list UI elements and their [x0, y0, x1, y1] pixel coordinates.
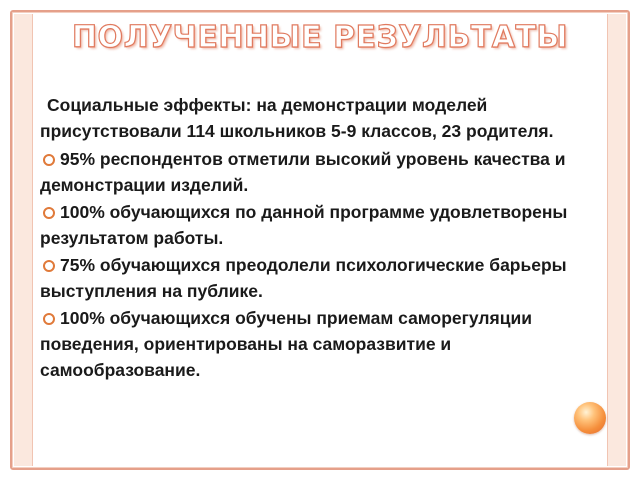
list-item-text: 75% обучающихся преодолели психологические барьеры выступления на публике. [40, 255, 567, 301]
list-item [40, 305, 580, 383]
list-item [40, 252, 580, 304]
bullet-circle-icon [43, 154, 55, 166]
bullet-circle-icon [43, 313, 55, 325]
slide-title: ПОЛУЧЕННЫЕ РЕЗУЛЬТАТЫ [71, 20, 569, 55]
bullet-circle-icon [43, 207, 55, 219]
list-item-text: 95% респондентов отметили высокий уровень качества и демонстрации изделий. [40, 149, 566, 195]
intro-paragraph: Социальные эффекты: на демонстрации моделей присутствовали 114 школьников 5-9 классов, 23 родителя. [40, 95, 554, 141]
list-item [40, 146, 580, 198]
decorative-orb-icon [574, 402, 606, 434]
left-decorative-band [14, 14, 33, 466]
list-item [40, 199, 580, 251]
bullet-circle-icon [43, 260, 55, 272]
results-list [40, 146, 580, 383]
right-decorative-band [607, 14, 626, 466]
list-item-text: 100% обучающихся обучены приемам саморегуляции поведения, ориентированы на саморазвитие и самообразование. [40, 308, 533, 380]
slide-content [40, 92, 580, 384]
list-item-text: 100% обучающихся по данной программе удовлетворены результатом работы. [40, 202, 568, 248]
